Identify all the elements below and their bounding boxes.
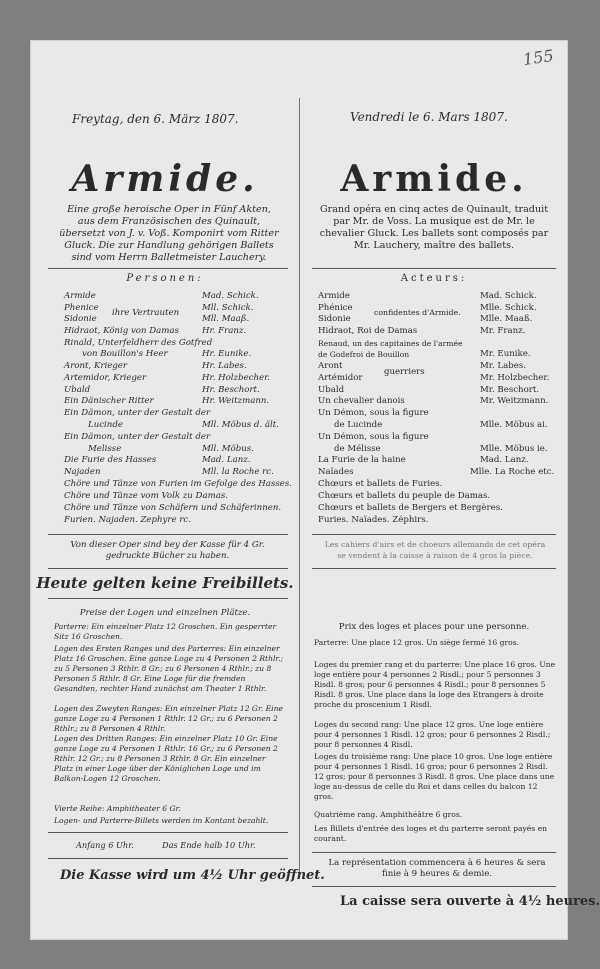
cast-role: Chœurs et ballets du peuple de Damas. (318, 491, 491, 501)
cast-actor: Mr. Franz. (480, 326, 526, 336)
cast-role: Die Furie des Hasses (64, 455, 157, 465)
cast-actor: Mll. la Roche rc. (202, 467, 274, 477)
cast-role: Ein Dämon, unter der Gestalt der (64, 432, 211, 442)
cast-role: Chœurs et ballets de Bergers et Bergères. (318, 503, 503, 513)
cast-role: de Lucinde (334, 420, 383, 430)
cast-actor: Mr. Labes. (480, 361, 526, 371)
cast-role: Sidonie (64, 314, 97, 324)
cast-role: Artemidor, Krieger (64, 373, 147, 383)
cast-role: Furien. Najaden. Zephyre rc. (64, 515, 191, 525)
german-price-payment: Logen- und Parterre-Billets werden im Kontant bezahlt. (54, 816, 269, 825)
cast-role: confidentes d'Armide. (374, 308, 461, 317)
cast-role: Ein Dänischer Ritter (64, 396, 154, 406)
cast-actor: Mlle. La Roche etc. (470, 467, 555, 477)
german-price-third-rank: Logen des Dritten Ranges: Ein einzelner Platz 10 Gr. Eine ganze Loge zu 4 Personen 1 Rthlr. 16 Gr.; zu 6 Personen 2 Rthlr. 12 Gr.; zu 8 Personen 3 Rthlr. 8 Gr. Ein einzelner Platz in einer Loge über der Königlichen Loge und im Balkon-Logen 12 Groschen. (54, 734, 278, 783)
french-price-parterre: Parterre: Une place 12 gros. Un siège fermé 16 gros. (314, 638, 520, 647)
cast-actor: Mll. Möbus. (202, 444, 254, 454)
french-price-first-rank: Loges du premier rang et du parterre: Une place 16 gros. Une loge entière pour 4 personnes 2 Risdl.; pour 5 personnes 3 Risdl. 8 gros; pour 6 personnes 4 Risdl.; pour 8 personnes 5 Risdl. 8 gros. Une place dans la loge des Etrangers à droite proche du proscenium 1 Risdl. (314, 660, 556, 709)
cast-role: Sidonie (318, 314, 351, 324)
cast-role: Chöre und Tänze vom Volk zu Damas. (64, 491, 228, 501)
cast-role: guerriers (384, 367, 425, 377)
divider (48, 832, 288, 833)
cast-role: Najaden (64, 467, 101, 477)
german-no-free-tickets: Heute gelten keine Freibillets. (36, 574, 294, 592)
french-price-second-rank: Loges du second rang: Une place 12 gros. Une loge entière pour 4 personnes 1 Risdl. 12 gros; pour 6 personnes 2 Risdl.; pour 8 personnes 4 Risdl. (314, 720, 551, 749)
french-start-end: La représentation commencera à 6 heures & sera finie à 9 heures & demie. (328, 858, 546, 879)
cast-actor: Mad. Schick. (480, 291, 537, 301)
cast-role: Chöre und Tänze von Schäfern und Schäferinnen. (64, 503, 282, 513)
cast-role: Chöre und Tänze von Furien im Gefolge des Hasses. (64, 479, 292, 489)
german-books-note: Von dieser Oper sind bey der Kasse für 4 Gr. gedruckte Bücher zu haben. (70, 540, 265, 561)
cast-actor: Mr. Weitzmann. (480, 396, 549, 406)
cast-actor: Mlle. Maaß. (480, 314, 533, 324)
cast-role: de Mélisse (334, 444, 381, 454)
french-cast-heading: Acteurs: (400, 273, 468, 284)
cast-actor: Mad. Schick. (202, 291, 259, 301)
german-start-time: Anfang 6 Uhr. (76, 840, 134, 850)
cast-actor: Hr. Eunike. (202, 349, 252, 359)
cast-role: Lucinde (88, 420, 123, 430)
column-divider (299, 98, 300, 878)
divider (312, 886, 556, 887)
german-title: Armide. (71, 158, 259, 200)
cast-actor: Mlle. Möbus ie. (480, 444, 548, 454)
cast-actor: Mr. Holzbecher. (480, 373, 550, 383)
cast-role: Hidraot, König von Damas (64, 326, 179, 336)
cast-actor: Mad. Lanz. (480, 455, 529, 465)
divider (48, 534, 288, 535)
cast-role: Ubald (64, 385, 91, 395)
german-date: Freytag, den 6. März 1807. (72, 112, 239, 126)
cast-actor: Mr. Eunike. (480, 349, 531, 359)
divider (312, 268, 556, 269)
german-cast-heading: Personen: (126, 273, 204, 284)
cast-actor: Mll. Schick. (202, 303, 254, 313)
cast-role: Armide (64, 291, 96, 301)
cast-actor: Hr. Beschort. (202, 385, 260, 395)
divider (312, 568, 556, 569)
cast-role: Aront (318, 361, 343, 371)
playbill-sheet (30, 40, 600, 940)
divider (48, 598, 288, 599)
french-price-payment: Les Billets d'entrée des loges et du parterre seront payés en courant. (314, 824, 547, 843)
divider (48, 568, 288, 569)
french-box-office: La caisse sera ouverte à 4½ heures. (340, 894, 600, 909)
cast-actor: Hr. Franz. (202, 326, 247, 336)
french-books-note: Les cahiers d'airs et de choeurs allemands de cet opéra se vendent à la caisse à raison de 4 gros la pièce. (324, 540, 546, 560)
cast-role: Melisse (88, 444, 122, 454)
page-number: 155 (522, 45, 556, 70)
cast-actor: Hr. Labes. (202, 361, 247, 371)
german-price-fourth-row: Vierte Reihe: Amphitheater 6 Gr. (54, 804, 181, 813)
cast-actor: Mr. Beschort. (480, 385, 540, 395)
french-price-fourth-rank: Quatrième rang. Amphithéâtre 6 gros. (314, 810, 463, 819)
french-date: Vendredi le 6. Mars 1807. (350, 110, 508, 124)
cast-role: Chœurs et ballets de Furies. (318, 479, 443, 489)
cast-role: Artémidor (318, 373, 363, 383)
cast-role: La Furie de la haine (318, 455, 406, 465)
cast-actor: Mad. Lanz. (202, 455, 251, 465)
cast-role: Rinald, Unterfeldherr des Gotfred (64, 338, 213, 348)
french-price-third-rank: Loges du troisième rang: Une place 10 gros. Une loge entière pour 4 personnes 1 Risdl. 16 gros; pour 6 personnes 2 Risdl. 12 gros; pour 8 personnes 3 Risdl. 8 gros. Une place dans une loge au-dessus de celle du Roi et dans celles du balcon 12 gros. (314, 752, 555, 801)
german-price-second-rank: Logen des Zweyten Ranges: Ein einzelner Platz 12 Gr. Eine ganze Loge zu 4 Personen 1 Rthlr. 12 Gr.; zu 6 Personen 2 Rthlr.; zu 8 Personen 4 Rthlr. (54, 704, 283, 733)
cast-actor: Mlle. Möbus ai. (480, 420, 548, 430)
cast-role: Furies. Naïades. Zéphirs. (318, 515, 429, 525)
cast-role: Ein Dämon, unter der Gestalt der (64, 408, 211, 418)
german-description: Eine große heroische Oper in Fünf Akten, aus dem Französischen des Quinault, übersetzt von J. v. Voß. Komponirt vom Ritter Gluck. Die zur Handlung gehörigen Ballets sind vom Herrn Balletmeister Lauchery. (59, 204, 279, 263)
cast-role: Un Démon, sous la figure (318, 408, 429, 418)
cast-role: Armide (318, 291, 350, 301)
cast-role: Phénice (318, 303, 353, 313)
cast-role: Hidraot, Roi de Damas (318, 326, 418, 336)
cast-actor: Mlle. Schick. (480, 303, 537, 313)
french-title: Armide. (340, 158, 528, 200)
french-description: Grand opéra en cinq actes de Quinault, traduit par Mr. de Voss. La musique est de Mr. le chevalier Gluck. Les ballets sont composés par Mr. Lauchery, maître des ballets. (319, 204, 549, 251)
divider (48, 858, 288, 859)
german-price-parterre: Parterre: Ein einzelner Platz 12 Groschen. Ein gesperrter Sitz 16 Groschen. (54, 622, 277, 641)
divider (48, 268, 288, 269)
cast-role: Renaud, un des capitaines de l'armée de Godefroi de Bouillon (318, 339, 463, 359)
divider (312, 534, 556, 535)
cast-actor: Mll. Maaß. (202, 314, 250, 324)
french-prices-heading: Prix des loges et places pour une personne. (338, 622, 530, 632)
cast-actor: Hr. Holzbecher. (202, 373, 270, 383)
cast-role: Aront, Krieger (64, 361, 127, 371)
cast-actor: Hr. Weitzmann. (202, 396, 270, 406)
cast-role: Un Démon, sous la figure (318, 432, 429, 442)
cast-role: Un chevalier danois (318, 396, 405, 406)
german-end-time: Das Ende halb 10 Uhr. (162, 840, 256, 850)
cast-role: Ubald (318, 385, 345, 395)
german-prices-heading: Preise der Logen und einzelnen Plätze. (79, 608, 251, 618)
cast-role: ihre Vertrauten (112, 308, 180, 318)
german-box-office: Die Kasse wird um 4½ Uhr geöffnet. (60, 868, 325, 883)
cast-role: von Bouillon's Heer (82, 349, 168, 359)
cast-role: Phenice (64, 303, 99, 313)
divider (312, 852, 556, 853)
cast-actor: Mll. Möbus d. ält. (202, 420, 279, 430)
german-price-first-rank: Logen des Ersten Ranges und des Parterres: Ein einzelner Platz 16 Groschen. Eine ganze Loge zu 4 Personen 2 Rthlr.; zu 5 Personen 3 Rthlr. 8 Gr.; zu 6 Personen 4 Rthlr.; zu 8 Personen 5 Rthlr. 8 Gr. Eine Loge für die fremden Gesandten, rechter Hand zunächst am Theater 1 Rthlr. (54, 644, 284, 693)
cast-role: Naïades (318, 467, 354, 477)
